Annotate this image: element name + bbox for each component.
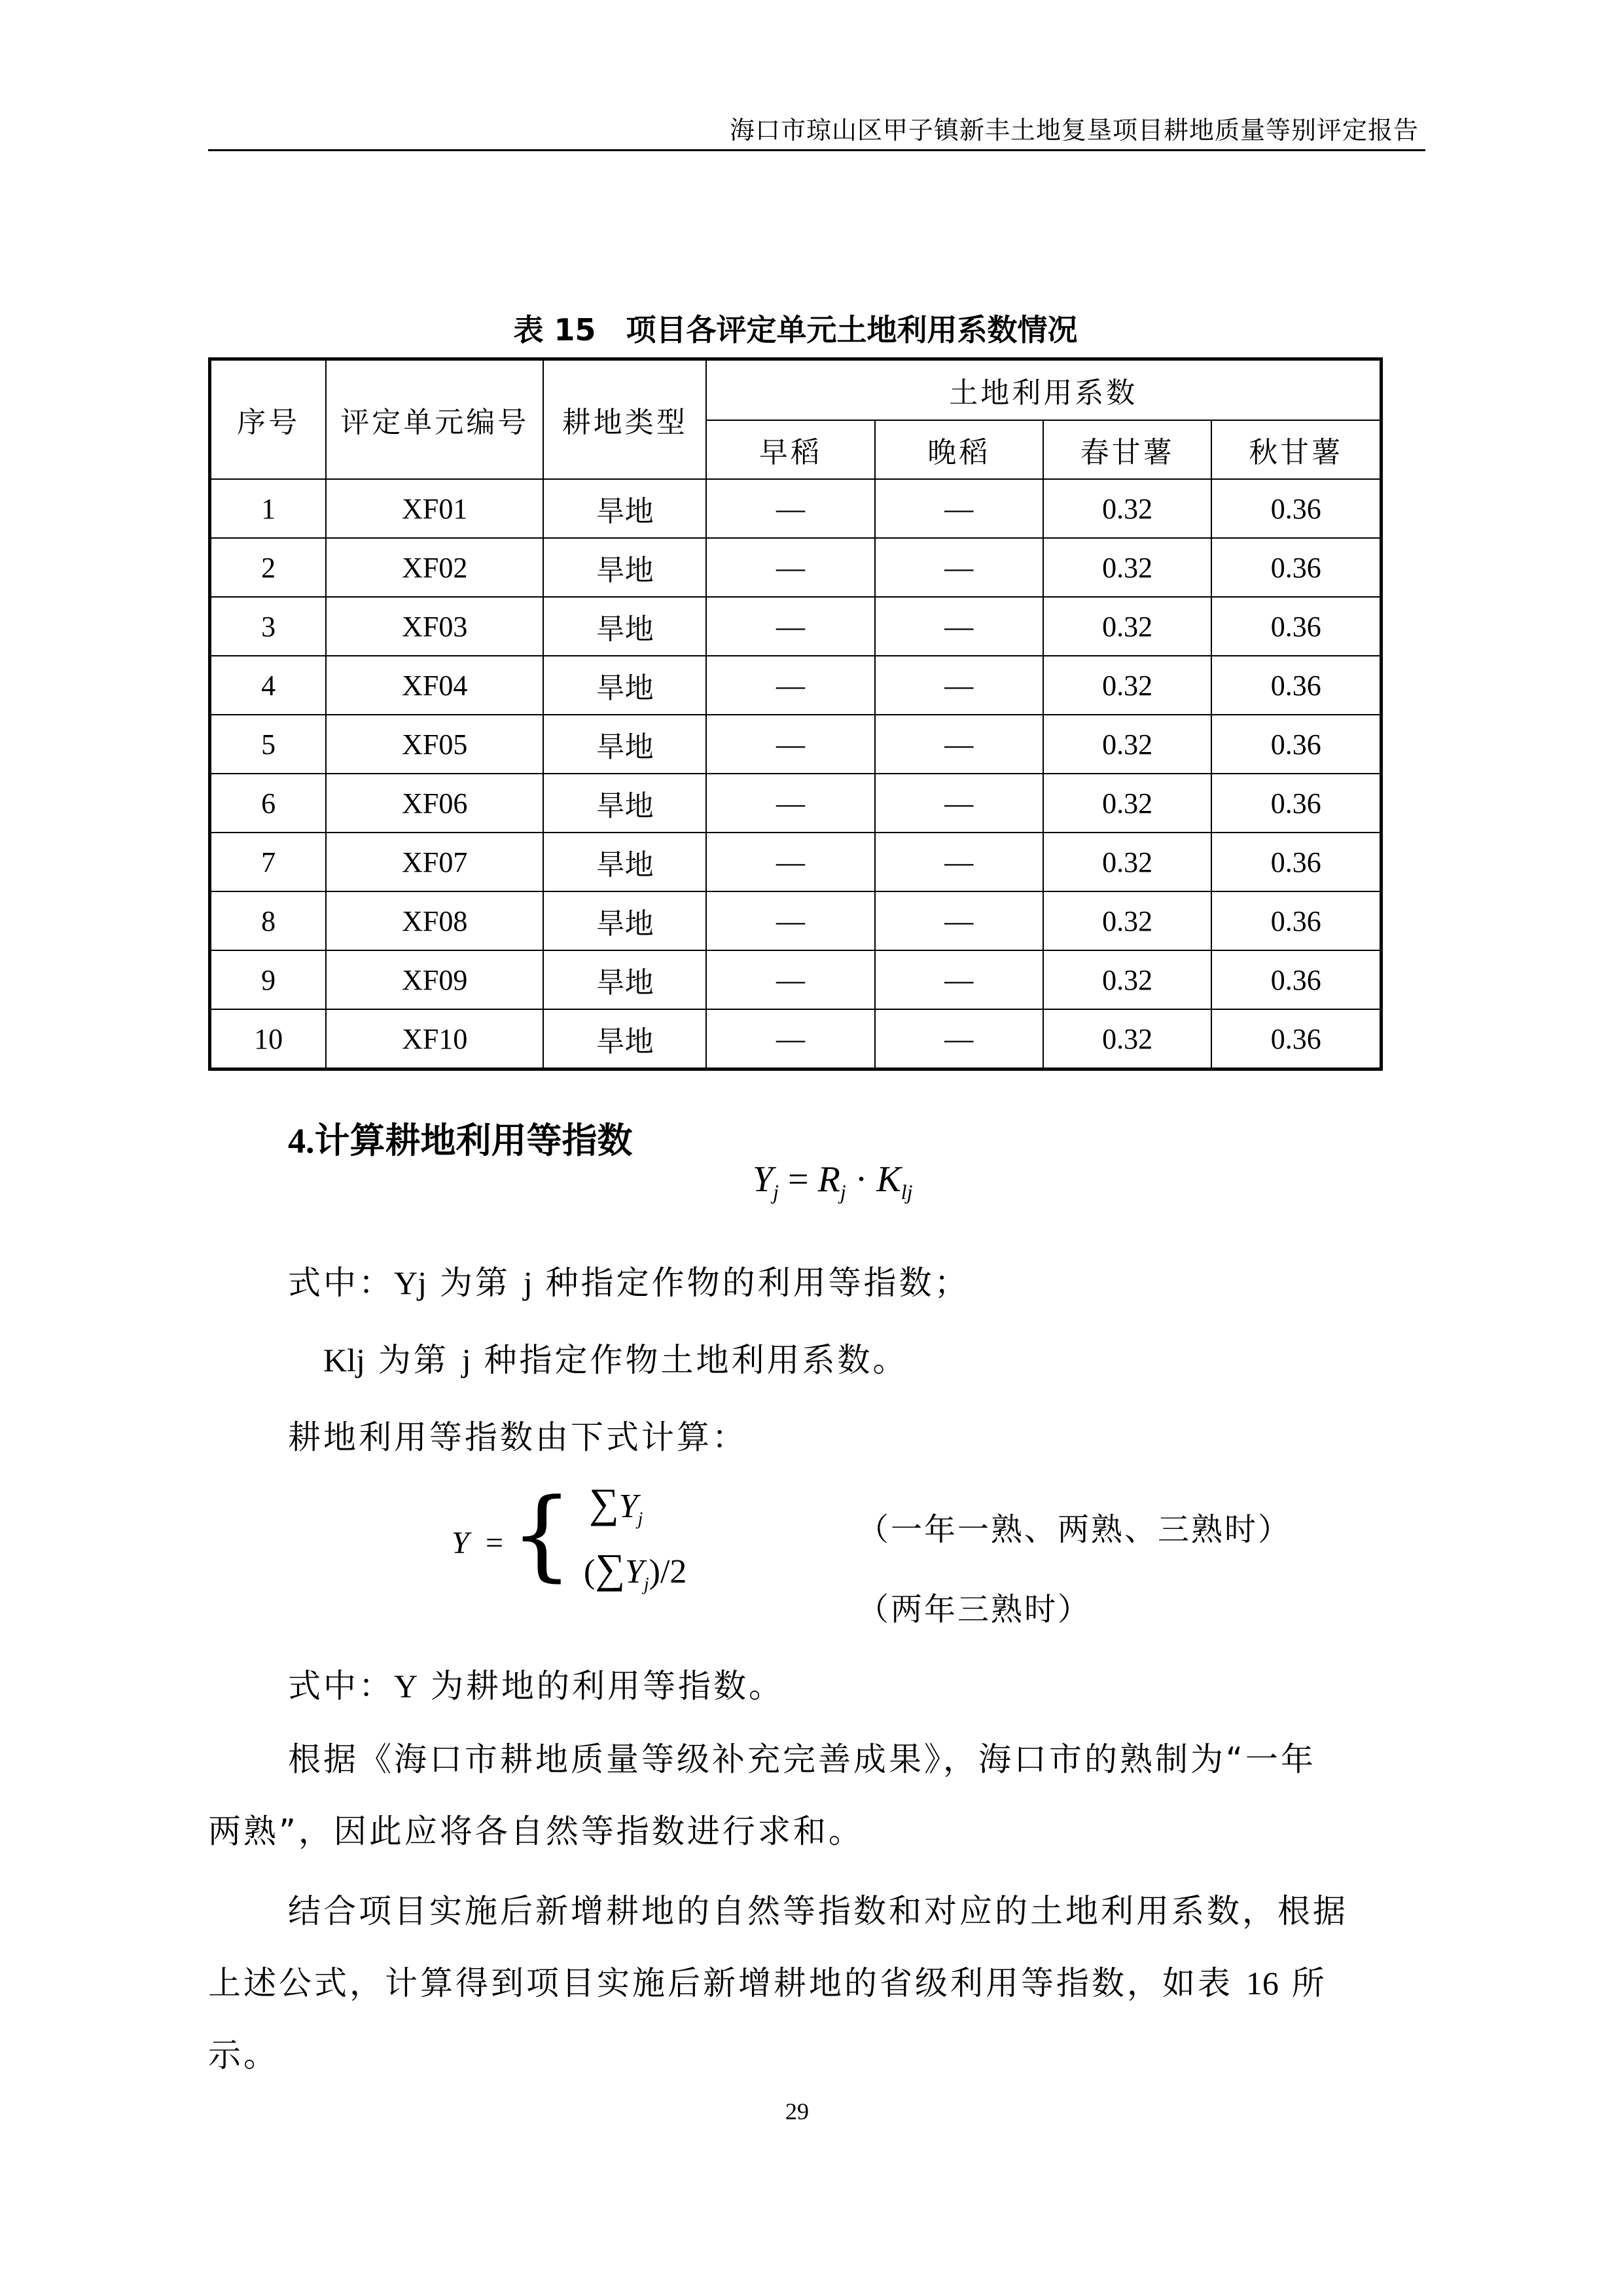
cell-early-rice: — xyxy=(706,715,874,774)
cell-early-rice: — xyxy=(706,597,874,656)
header-spring-sweet-potato: 春甘薯 xyxy=(1043,420,1212,479)
formula-utilization-index: $Y_j = R_j \cdot K_{lj}$ xyxy=(753,1159,913,1204)
cell-spring-sweet-potato: 0.32 xyxy=(1043,891,1212,950)
cell-unit: XF04 xyxy=(326,656,543,715)
cell-early-rice: — xyxy=(706,656,874,715)
cell-unit: XF10 xyxy=(326,1009,543,1069)
cell-autumn-sweet-potato: 0.36 xyxy=(1211,538,1381,597)
cell-late-rice: — xyxy=(875,950,1043,1009)
paragraph-basis-line1: 根据《海口市耕地质量等级补充完善成果》，海口市的熟制为“一年 xyxy=(288,1740,1316,1778)
cell-late-rice: — xyxy=(875,597,1043,656)
cell-index: 9 xyxy=(210,950,327,1009)
cell-autumn-sweet-potato: 0.36 xyxy=(1211,833,1381,891)
cell-autumn-sweet-potato: 0.36 xyxy=(1211,950,1381,1009)
cell-unit: XF02 xyxy=(326,538,543,597)
cell-early-rice: — xyxy=(706,538,874,597)
formula1-lhs: Y xyxy=(753,1159,774,1200)
land-use-coefficient-table xyxy=(208,357,1383,1071)
cell-spring-sweet-potato: 0.32 xyxy=(1043,1009,1212,1069)
header-rule xyxy=(208,149,1425,151)
header-coefficient-group: 土地利用系数 xyxy=(706,359,1381,421)
cell-unit: XF09 xyxy=(326,950,543,1009)
table-row xyxy=(210,656,1382,715)
cell-land-type: 旱地 xyxy=(543,656,706,715)
table-row xyxy=(210,597,1382,656)
table-row xyxy=(210,538,1382,597)
section-number: 4. xyxy=(288,1121,315,1160)
cell-index: 5 xyxy=(210,715,327,774)
cell-unit: XF05 xyxy=(326,715,543,774)
cell-land-type: 旱地 xyxy=(543,833,706,891)
formula1-r-sub: j xyxy=(840,1180,846,1204)
cell-autumn-sweet-potato: 0.36 xyxy=(1211,479,1381,538)
paragraph-conclusion-line2: 上述公式，计算得到项目实施后新增耕地的省级利用等指数，如表 16 所 xyxy=(208,1964,1327,2002)
cell-land-type: 旱地 xyxy=(543,1009,706,1069)
cell-index: 1 xyxy=(210,479,327,538)
formula-total-utilization-index xyxy=(445,1478,1427,1628)
cell-unit: XF07 xyxy=(326,833,543,891)
cell-autumn-sweet-potato: 0.36 xyxy=(1211,656,1381,715)
formula1-k: K xyxy=(876,1159,901,1200)
table-row xyxy=(210,479,1382,538)
cell-land-type: 旱地 xyxy=(543,715,706,774)
cell-unit: XF08 xyxy=(326,891,543,950)
cell-autumn-sweet-potato: 0.36 xyxy=(1211,891,1381,950)
formula1-k-sub: lj xyxy=(901,1180,913,1204)
cell-autumn-sweet-potato: 0.36 xyxy=(1211,715,1381,774)
header-early-rice: 早稻 xyxy=(706,420,874,479)
formula1-r: R xyxy=(817,1159,840,1200)
formula2-condition2: （两年三熟时） xyxy=(857,1591,1092,1628)
cell-index: 3 xyxy=(210,597,327,656)
cell-early-rice: — xyxy=(706,774,874,833)
table-row xyxy=(210,891,1382,950)
header-unit: 评定单元编号 xyxy=(326,359,543,480)
table-row xyxy=(210,833,1382,891)
cell-land-type: 旱地 xyxy=(543,891,706,950)
header-index: 序号 xyxy=(210,359,327,480)
table-row xyxy=(210,715,1382,774)
cell-spring-sweet-potato: 0.32 xyxy=(1043,774,1212,833)
cell-early-rice: — xyxy=(706,479,874,538)
cell-late-rice: — xyxy=(875,656,1043,715)
table-caption: 表 15 项目各评定单元土地利用系数情况 xyxy=(513,312,1078,348)
page-number: 29 xyxy=(785,2098,809,2125)
cell-late-rice: — xyxy=(875,715,1043,774)
cell-spring-sweet-potato: 0.32 xyxy=(1043,479,1212,538)
cell-autumn-sweet-potato: 0.36 xyxy=(1211,774,1381,833)
formula2-condition1: （一年一熟、两熟、三熟时） xyxy=(857,1511,1292,1548)
paragraph-klj-definition: Klj 为第 j 种指定作物土地利用系数。 xyxy=(323,1341,908,1379)
table-row xyxy=(210,950,1382,1009)
cell-early-rice: — xyxy=(706,1009,874,1069)
cell-late-rice: — xyxy=(875,1009,1043,1069)
cell-land-type: 旱地 xyxy=(543,479,706,538)
paragraph-conclusion-line1: 结合项目实施后新增耕地的自然等指数和对应的土地利用系数，根据 xyxy=(288,1892,1348,1930)
header-land-type: 耕地类型 xyxy=(543,359,706,480)
cell-index: 4 xyxy=(210,656,327,715)
cell-index: 10 xyxy=(210,1009,327,1069)
cell-early-rice: — xyxy=(706,833,874,891)
paragraph-basis-line2: 两熟”，因此应将各自然等指数进行求和。 xyxy=(208,1812,864,1850)
cell-spring-sweet-potato: 0.32 xyxy=(1043,833,1212,891)
cell-autumn-sweet-potato: 0.36 xyxy=(1211,1009,1381,1069)
cell-index: 2 xyxy=(210,538,327,597)
header-autumn-sweet-potato: 秋甘薯 xyxy=(1211,420,1381,479)
cell-unit: XF03 xyxy=(326,597,543,656)
cell-unit: XF01 xyxy=(326,479,543,538)
formula2-lhs: Y xyxy=(452,1526,469,1560)
cell-late-rice: — xyxy=(875,479,1043,538)
cell-spring-sweet-potato: 0.32 xyxy=(1043,597,1212,656)
cell-land-type: 旱地 xyxy=(543,774,706,833)
paragraph-yj-definition: 式中：Yj 为第 j 种指定作物的利用等指数； xyxy=(288,1264,970,1302)
section-heading xyxy=(288,1113,633,1163)
cell-index: 7 xyxy=(210,833,327,891)
cell-spring-sweet-potato: 0.32 xyxy=(1043,656,1212,715)
section-title: 计算耕地利用等指数 xyxy=(314,1120,633,1161)
cell-spring-sweet-potato: 0.32 xyxy=(1043,715,1212,774)
formula1-lhs-sub: j xyxy=(773,1180,779,1204)
header-late-rice: 晚稻 xyxy=(875,420,1043,479)
paragraph-formula-intro: 耕地利用等指数由下式计算： xyxy=(288,1418,747,1456)
cell-land-type: 旱地 xyxy=(543,538,706,597)
paragraph-y-definition: 式中：Y 为耕地的利用等指数。 xyxy=(288,1667,785,1705)
cell-unit: XF06 xyxy=(326,774,543,833)
running-header: 海口市琼山区甲子镇新丰土地复垦项目耕地质量等别评定报告 xyxy=(729,116,1419,145)
cell-early-rice: — xyxy=(706,950,874,1009)
cell-late-rice: — xyxy=(875,774,1043,833)
cell-land-type: 旱地 xyxy=(543,950,706,1009)
cell-spring-sweet-potato: 0.32 xyxy=(1043,950,1212,1009)
cell-late-rice: — xyxy=(875,833,1043,891)
cell-land-type: 旱地 xyxy=(543,597,706,656)
cell-late-rice: — xyxy=(875,538,1043,597)
cell-index: 6 xyxy=(210,774,327,833)
cell-early-rice: — xyxy=(706,891,874,950)
table-row xyxy=(210,1009,1382,1069)
paragraph-conclusion-line3: 示。 xyxy=(208,2036,279,2074)
table-row xyxy=(210,774,1382,833)
cell-spring-sweet-potato: 0.32 xyxy=(1043,538,1212,597)
table-body xyxy=(210,479,1382,1069)
formula2-case1: $\sum Y_j$ xyxy=(589,1480,643,1530)
cell-autumn-sweet-potato: 0.36 xyxy=(1211,597,1381,656)
cell-index: 8 xyxy=(210,891,327,950)
formula2-case2: $(\sum Y_j)/2$ xyxy=(584,1545,687,1595)
formula2-equals: = xyxy=(486,1526,504,1560)
cell-late-rice: — xyxy=(875,891,1043,950)
brace-symbol: { xyxy=(510,1478,573,1592)
